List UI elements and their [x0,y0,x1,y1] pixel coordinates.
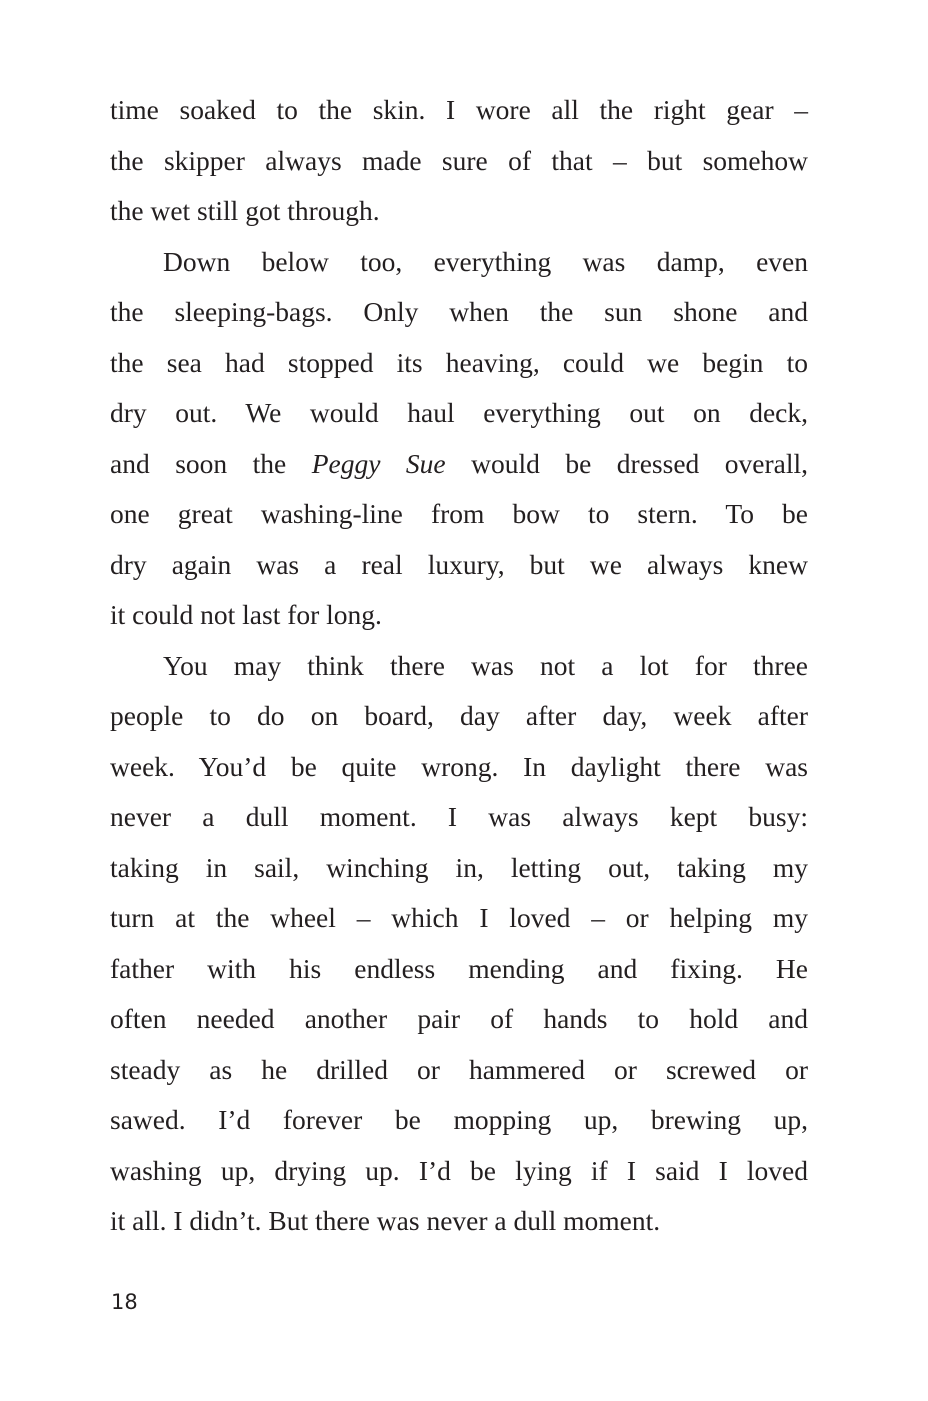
text-line: often needed another pair of hands to hold and [110,1003,808,1034]
text-line: dry again was a real luxury, but we always knew [110,548,808,580]
text-line: sawed. I’d forever be mopping up, brewing up, [110,1104,808,1135]
text-line: dry out. We would haul everything out on deck, [110,397,808,428]
text-line: it all. I didn’t. But there was never a dull moment. [110,1205,661,1236]
text-line: never a dull moment. I was always kept busy: [110,801,808,832]
text-line: washing up, drying up. I’d be lying if I said I loved [110,1154,808,1186]
boat-name-italic: Peggy Sue [311,447,446,479]
text-line [110,439,808,490]
text-line: it could not last for long. [110,599,382,630]
text-line: steady as he drilled or hammered or screwed or [110,1053,808,1085]
text-line: one great washing-line from bow to stern. To be [110,498,808,529]
text-segment: would be dressed overall, [445,447,808,479]
body-text [110,85,808,1247]
text-line: Down below too, everything was damp, even [163,245,808,277]
text-line: You may think there was not a lot for three [163,649,808,681]
text-line: the wet still got through. [110,195,380,226]
text-line: people to do on board, day after day, week after [110,700,808,731]
text-line: taking in sail, winching in, letting out, taking my [110,851,808,883]
text-line: father with his endless mending and fixing. He [110,952,808,984]
text-segment: and soon the [110,447,312,479]
text-line: the sea had stopped its heaving, could we begin to [110,346,808,378]
text-line: turn at the wheel – which I loved – or helping my [110,902,808,933]
text-line: time soaked to the skin. I wore all the right gear – [110,94,808,125]
page-number: 18 [111,1290,138,1314]
text-line: week. You’d be quite wrong. In daylight there was [110,750,808,782]
text-line: the skipper always made sure of that – but somehow [110,144,808,176]
text-line: the sleeping-bags. Only when the sun shone and [110,296,808,327]
